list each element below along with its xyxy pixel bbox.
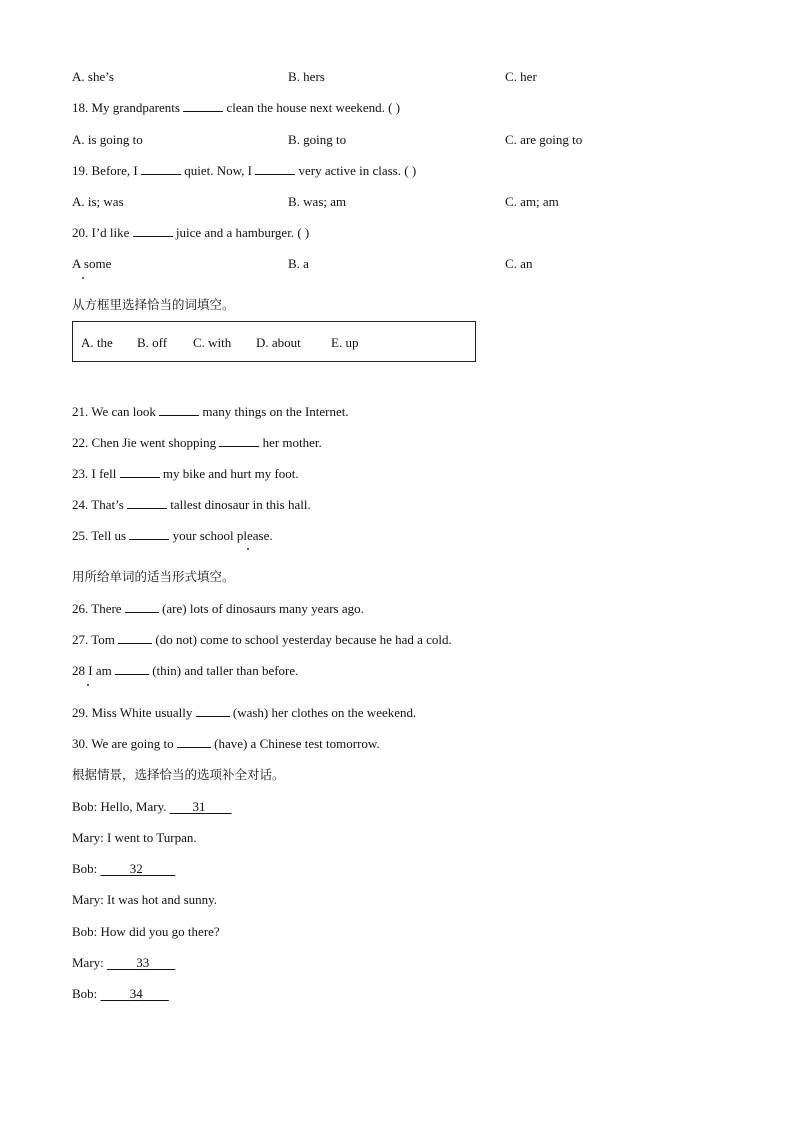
scan-artifact-dot (82, 277, 84, 279)
word-option: B. off (137, 335, 168, 350)
answer-blank[interactable] (127, 497, 167, 509)
question-text: tallest dinosaur in this hall. (170, 497, 311, 512)
dialogue-line (72, 924, 220, 940)
question-text: your school please. (172, 528, 273, 543)
question-text: 29. Miss White usually (72, 705, 193, 720)
speaker: Mary: (72, 830, 104, 845)
dialogue-text: It was hot and sunny. (107, 892, 218, 907)
question-24 (72, 497, 311, 513)
dialogue-blank-34[interactable] (101, 986, 169, 1001)
dialogue-line (72, 892, 217, 908)
question-30 (72, 736, 380, 752)
question-text: 28 I am (72, 663, 112, 678)
q17-option-a: A. she’s (72, 69, 114, 84)
dialogue-text: I went to Turpan. (107, 830, 197, 845)
question-text: many things on the Internet. (202, 404, 349, 419)
blank-number: 31 (192, 799, 206, 814)
section-instruction: 从方框里选择恰当的词填空。 (72, 297, 235, 312)
dialogue-blank-31[interactable] (170, 799, 232, 814)
question-text: 23. I fell (72, 466, 117, 481)
question-26 (72, 601, 364, 617)
dialogue-line (72, 955, 175, 971)
question-text: 24. That’s (72, 497, 124, 512)
answer-blank[interactable] (118, 632, 152, 644)
speaker: Bob: (72, 924, 98, 939)
question-text: her mother. (262, 435, 322, 450)
q20-option-c: C. an (505, 256, 533, 271)
q18-option-c: C. are going to (505, 132, 583, 147)
question-text: juice and a hamburger. ( ) (175, 225, 310, 240)
speaker: Mary: (72, 892, 104, 907)
speaker: Bob: (72, 861, 98, 876)
word-option: D. about (256, 335, 301, 350)
dialogue-line (72, 861, 175, 877)
answer-blank[interactable] (115, 663, 149, 675)
q20-option-b: B. a (288, 256, 309, 271)
question-text: 18. My grandparents (72, 100, 180, 115)
q20-option-a: A some (72, 256, 112, 271)
question-25 (72, 528, 273, 544)
question-text: 30. We are going to (72, 736, 174, 751)
blank-number: 33 (136, 955, 150, 970)
question-28 (72, 663, 298, 679)
question-23 (72, 466, 299, 482)
dialogue-line (72, 830, 197, 846)
question-text: (wash) her clothes on the weekend. (232, 705, 417, 720)
speaker: Mary: (72, 955, 104, 970)
q17-option-c: C. her (505, 69, 537, 84)
question-text: 19. Before, I (72, 163, 138, 178)
question-text: 27. Tom (72, 632, 115, 647)
word-option: A. the (81, 335, 113, 350)
question-text: clean the house next weekend. ( ) (226, 100, 401, 115)
dialogue-text: Hello, Mary. (100, 799, 167, 814)
scan-artifact-dot (87, 684, 89, 686)
question-text: 20. I’d like (72, 225, 130, 240)
scan-artifact-dot (247, 548, 249, 550)
blank-number: 34 (129, 986, 143, 1001)
question-text: (do not) come to school yesterday because he had a cold. (155, 632, 452, 647)
answer-blank[interactable] (141, 163, 181, 175)
question-text: quiet. Now, I (184, 163, 252, 178)
answer-blank[interactable] (183, 100, 223, 112)
word-option: E. up (331, 335, 359, 350)
question-18 (72, 100, 400, 116)
question-text: 25. Tell us (72, 528, 127, 543)
answer-blank[interactable] (120, 466, 160, 478)
word-box (72, 321, 476, 362)
question-text: 22. Chen Jie went shopping (72, 435, 217, 450)
question-text: (thin) and taller than before. (152, 663, 299, 678)
section-instruction: 根据情景，选择恰当的选项补全对话。 (72, 767, 285, 782)
question-text: (are) lots of dinosaurs many years ago. (162, 601, 364, 616)
q19-option-b: B. was; am (288, 194, 347, 209)
question-text: 21. We can look (72, 404, 156, 419)
answer-blank[interactable] (125, 601, 159, 613)
dialogue-text: How did you go there? (100, 924, 220, 939)
question-27 (72, 632, 452, 648)
answer-blank[interactable] (219, 435, 259, 447)
question-text: my bike and hurt my foot. (162, 466, 299, 481)
question-text: 26. There (72, 601, 122, 616)
answer-blank[interactable] (159, 404, 199, 416)
answer-blank[interactable] (133, 225, 173, 237)
question-22 (72, 435, 322, 451)
dialogue-line (72, 799, 232, 815)
answer-blank[interactable] (177, 736, 211, 748)
answer-blank[interactable] (129, 528, 169, 540)
question-29 (72, 705, 416, 721)
question-21 (72, 404, 349, 420)
word-option: C. with (193, 335, 232, 350)
question-20 (72, 225, 309, 241)
dialogue-line (72, 986, 169, 1002)
blank-number: 32 (129, 861, 143, 876)
answer-blank[interactable] (196, 705, 230, 717)
q18-option-b: B. going to (288, 132, 347, 147)
answer-blank[interactable] (255, 163, 295, 175)
q18-option-a: A. is going to (72, 132, 143, 147)
q17-option-b: B. hers (288, 69, 325, 84)
question-text: (have) a Chinese test tomorrow. (214, 736, 380, 751)
speaker: Bob: (72, 799, 98, 814)
q19-option-a: A. is; was (72, 194, 124, 209)
section-instruction: 用所给单词的适当形式填空。 (72, 569, 235, 584)
question-text: very active in class. ( ) (298, 163, 417, 178)
speaker: Bob: (72, 986, 98, 1001)
question-19 (72, 163, 416, 179)
q19-option-c: C. am; am (505, 194, 559, 209)
dialogue-blank-33[interactable] (107, 955, 175, 970)
dialogue-blank-32[interactable] (101, 861, 176, 876)
